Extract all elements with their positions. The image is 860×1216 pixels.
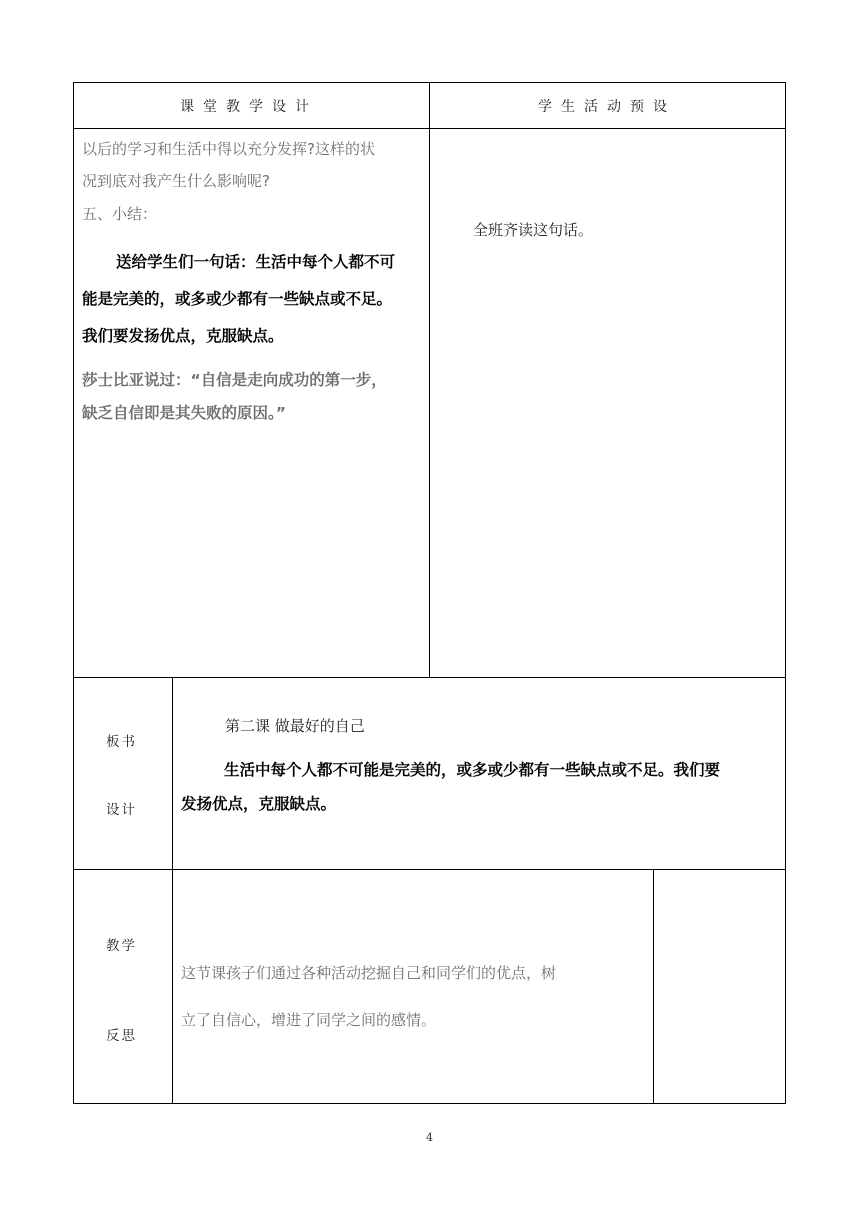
- board-title: 第二课 做最好的自己: [225, 717, 365, 735]
- summary-bold-line-2: 能是完美的，或多或少都有一些缺点或不足。: [82, 290, 393, 308]
- row-divider-board: [73, 677, 786, 678]
- row-divider-reflection: [73, 869, 786, 870]
- summary-heading: 五、小结：: [82, 205, 158, 223]
- reflection-line-2: 立了自信心，增进了同学之间的感情。: [181, 1011, 437, 1029]
- table-border-right: [785, 82, 786, 1104]
- reflection-label-bottom: 反思: [106, 1028, 137, 1044]
- summary-bold-line-1: 送给学生们一句话：生活中每个人都不可: [116, 253, 396, 271]
- page-number: 4: [426, 1131, 433, 1144]
- design-text-line-1: 以后的学习和生活中得以充分发挥?这样的状: [82, 140, 375, 158]
- design-text-line-2: 况到底对我产生什么影响呢?: [82, 172, 270, 190]
- board-label-bottom: 设计: [106, 802, 137, 818]
- table-border-bottom: [73, 1103, 786, 1104]
- reflection-right-divider: [653, 869, 654, 1104]
- quote-line-1: 莎士比亚说过：“自信是走向成功的第一步，: [82, 371, 387, 389]
- summary-bold-line-3: 我们要发扬优点，克服缺点。: [82, 327, 284, 345]
- header-student-activity: 学生活动预设: [538, 99, 676, 115]
- board-bold-line-2: 发扬优点，克服缺点。: [181, 795, 337, 813]
- reflection-label-top: 教学: [106, 938, 137, 954]
- table-border-left: [73, 82, 74, 1104]
- header-lesson-design: 课堂教学设计: [180, 99, 318, 115]
- activity-text: 全班齐读这句话。: [473, 221, 594, 239]
- column-divider-top: [429, 82, 430, 678]
- board-label-top: 板书: [106, 734, 137, 750]
- quote-line-2: 缺乏自信即是其失败的原因。”: [82, 404, 286, 422]
- reflection-line-1: 这节课孩子们通过各种活动挖掘自己和同学们的优点，树: [181, 964, 557, 982]
- board-bold-line-1: 生活中每个人都不可能是完美的，或多或少都有一些缺点或不足。我们要: [224, 761, 721, 779]
- label-column-divider: [172, 677, 173, 1104]
